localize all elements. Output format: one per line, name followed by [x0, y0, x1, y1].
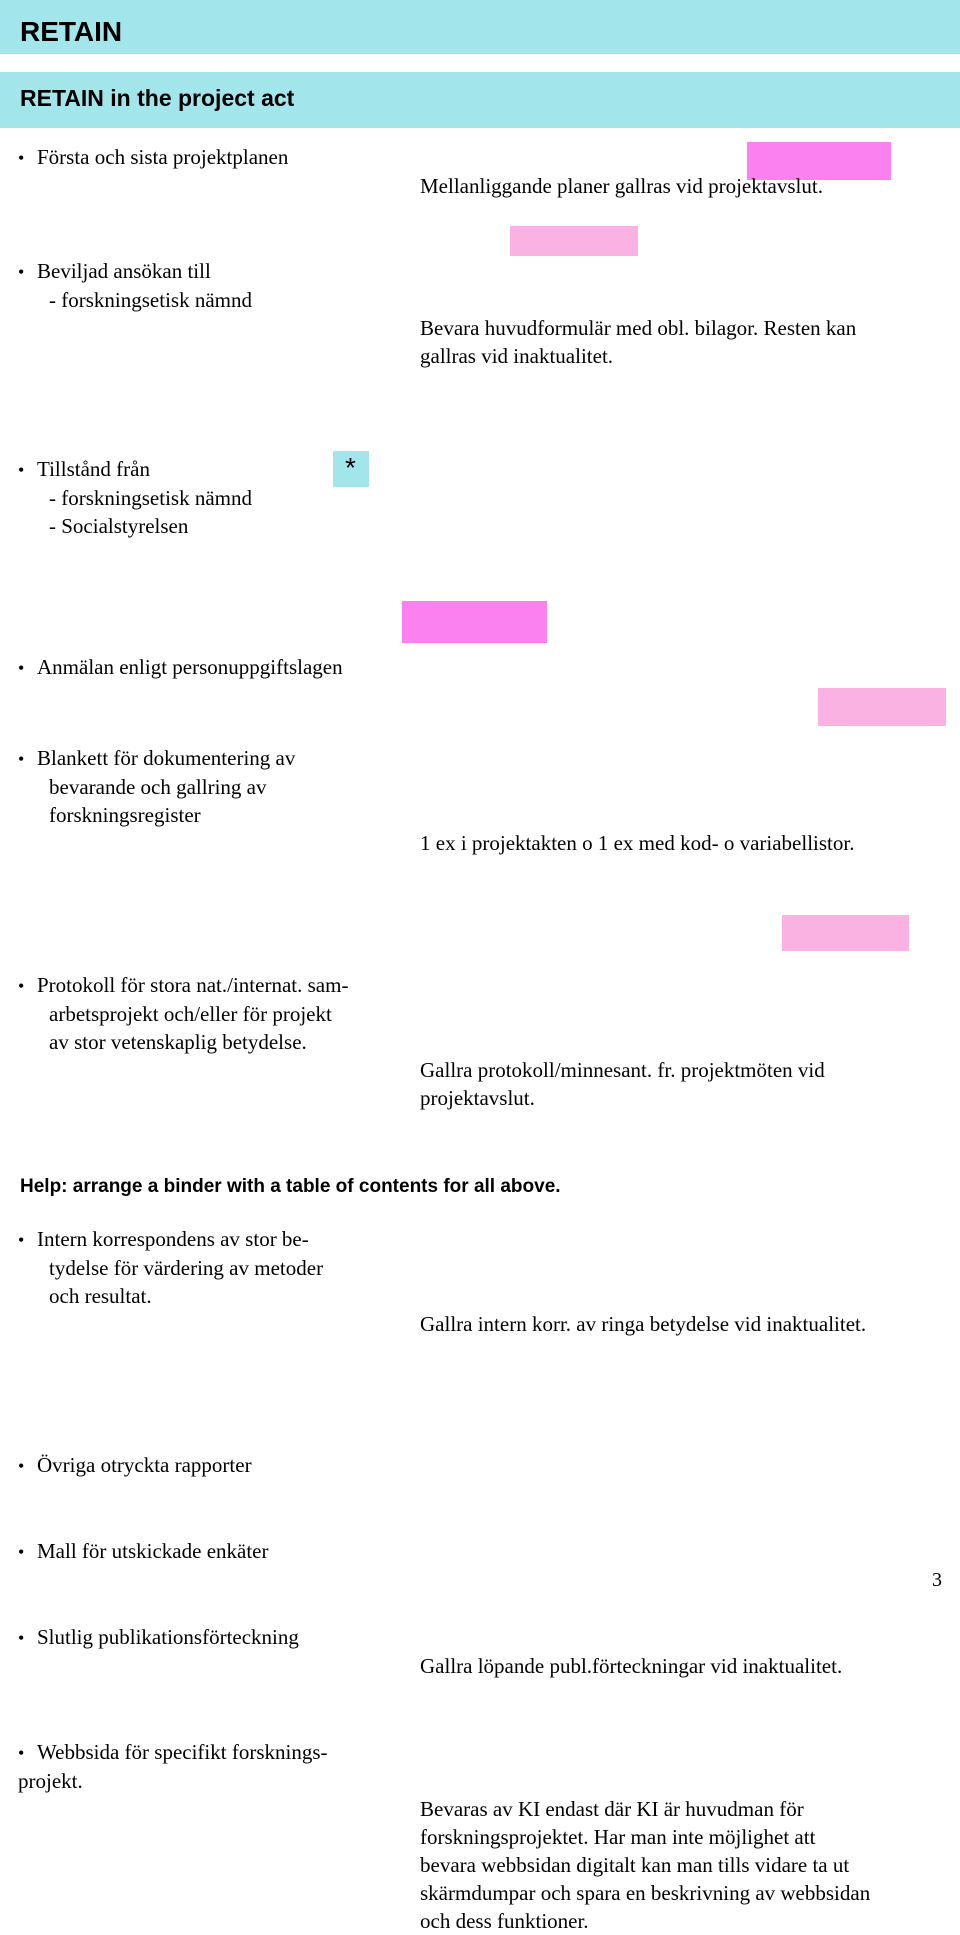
list-item: [18, 1623, 403, 1652]
item-note: [420, 829, 950, 857]
list-item: [18, 971, 403, 1056]
item-text: Första och sista projektplanen: [37, 145, 289, 169]
list-item: [18, 1738, 403, 1795]
item-text: - forskningsetisk nämnd: [49, 486, 252, 510]
item-note: [420, 1310, 950, 1338]
item-text: Protokoll för stora nat./internat. sam-: [37, 973, 349, 997]
bullet-icon: •: [18, 460, 25, 480]
note-text: Gallra protokoll/minnesant. fr. projektmöten vid: [420, 1058, 825, 1082]
note-text: forskningsprojektet. Har man inte möjlighet att: [420, 1825, 816, 1849]
item-text: forskningsregister: [49, 803, 201, 827]
item-text: Webbsida för specifikt forsknings-: [37, 1740, 328, 1764]
bullet-icon: •: [18, 1628, 25, 1648]
bullet-icon: •: [18, 1743, 25, 1763]
item-text: - Socialstyrelsen: [49, 514, 189, 538]
item-note: [420, 1652, 950, 1680]
bullet-icon: •: [18, 148, 25, 168]
list-item: [18, 1225, 403, 1310]
bullet-icon: •: [18, 1230, 25, 1250]
note-text: Gallra löpande publ.förteckningar vid inaktualitet.: [420, 1654, 843, 1678]
highlight-mark: [782, 915, 909, 951]
item-text: tydelse för värdering av metoder: [49, 1256, 324, 1280]
page-number: 3: [932, 1569, 942, 1591]
list-item: [18, 1537, 403, 1566]
bullet-icon: •: [18, 262, 25, 282]
note-text: gallras vid inaktualitet.: [420, 344, 614, 368]
list-item: [18, 1451, 403, 1480]
item-text: arbetsprojekt och/eller för projekt: [49, 1002, 332, 1026]
note-text: Gallra intern korr. av ringa betydelse vid inaktualitet.: [420, 1312, 867, 1336]
item-text: Anmälan enligt personuppgiftslagen: [37, 655, 343, 679]
list-item: [18, 744, 403, 829]
bullet-icon: •: [18, 976, 25, 996]
item-text: och resultat.: [49, 1284, 152, 1308]
item-note: [420, 1056, 950, 1112]
bullet-icon: •: [18, 749, 25, 769]
bullet-icon: •: [18, 1542, 25, 1562]
list-item: [18, 143, 403, 172]
note-text: och dess funktioner.: [420, 1909, 589, 1933]
item-text: Blankett för dokumentering av: [37, 746, 296, 770]
section-title: RETAIN in the project act: [20, 85, 295, 111]
asterisk-mark: *: [345, 452, 356, 483]
help-note: Help: arrange a binder with a table of contents for all above.: [20, 1176, 561, 1197]
page-title: RETAIN: [20, 16, 123, 47]
note-text: skärmdumpar och spara en beskrivning av webbsidan: [420, 1881, 871, 1905]
item-note: [420, 172, 950, 200]
bullet-icon: •: [18, 1456, 25, 1476]
item-text: Mall för utskickade enkäter: [37, 1539, 269, 1563]
item-text: Tillstånd från: [37, 457, 150, 481]
note-text: bevara webbsidan digitalt kan man tills vidare ta ut: [420, 1853, 850, 1877]
note-text: Mellanliggande planer gallras vid projektavslut.: [420, 174, 823, 198]
item-text: av stor vetenskaplig betydelse.: [49, 1030, 307, 1054]
highlight-mark: [510, 226, 638, 256]
item-text: - forskningsetisk nämnd: [49, 288, 252, 312]
highlight-mark: [818, 688, 946, 726]
item-text: Intern korrespondens av stor be-: [37, 1227, 309, 1251]
item-text: Övriga otryckta rapporter: [37, 1453, 252, 1477]
list-item: [18, 653, 403, 682]
item-text: bevarande och gallring av: [49, 775, 267, 799]
note-text: 1 ex i projektakten o 1 ex med kod- o variabellistor.: [420, 831, 855, 855]
highlight-mark: [402, 601, 547, 643]
item-note: [420, 1795, 950, 1935]
item-text: Slutlig publikationsförteckning: [37, 1625, 299, 1649]
item-text: projekt.: [18, 1769, 83, 1793]
note-text: Bevaras av KI endast där KI är huvudman för: [420, 1797, 804, 1821]
note-text: projektavslut.: [420, 1086, 535, 1110]
section-banner: [0, 72, 960, 128]
item-text: Beviljad ansökan till: [37, 259, 211, 283]
bullet-icon: •: [18, 658, 25, 678]
title-banner: [0, 0, 960, 54]
item-note: [420, 314, 950, 370]
note-text: Bevara huvudformulär med obl. bilagor. Resten kan: [420, 316, 857, 340]
list-item: [18, 257, 403, 314]
